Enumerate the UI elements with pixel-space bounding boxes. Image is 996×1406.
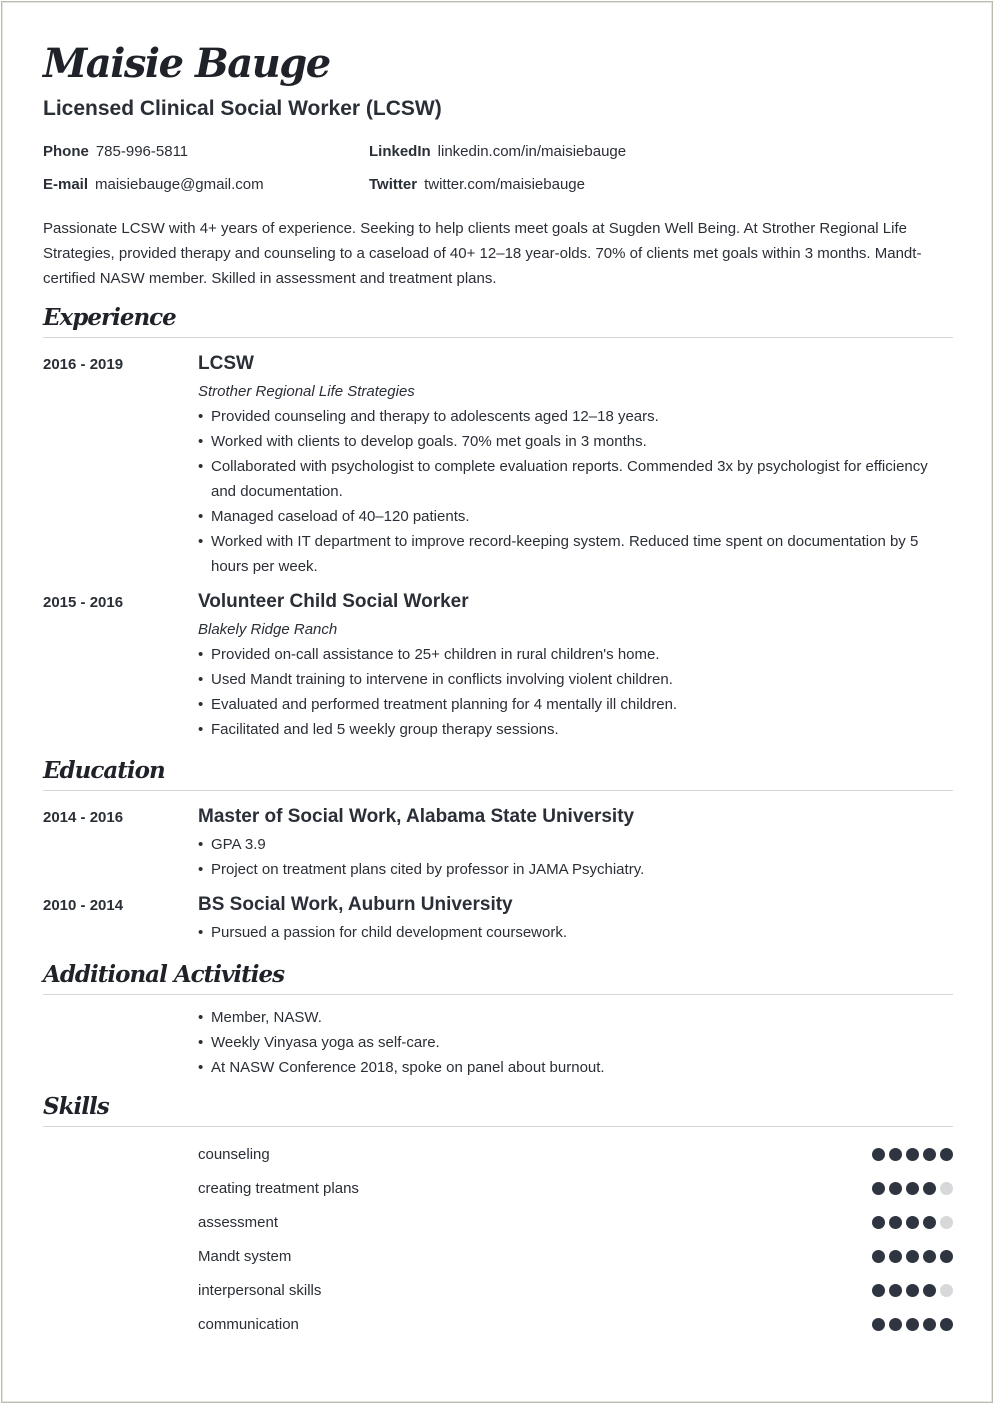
contact-label: Phone	[43, 143, 89, 160]
contact-label: Twitter	[369, 176, 418, 193]
skill-row	[198, 1205, 953, 1239]
contact-label: LinkedIn	[369, 143, 431, 160]
education-entry	[43, 892, 953, 945]
skill-name: assessment	[198, 1213, 279, 1231]
contact-phone	[43, 142, 369, 161]
candidate-name: Maisie Bauge	[43, 40, 330, 87]
contact-email	[43, 175, 369, 194]
rating-dot-filled	[889, 1216, 902, 1229]
skill-name: creating treatment plans	[198, 1179, 359, 1197]
rating-dot-filled	[872, 1284, 885, 1297]
rating-dot-filled	[940, 1250, 953, 1263]
entry-body	[198, 351, 953, 579]
list-item: • GPA 3.9	[198, 832, 953, 857]
entry-organization: Strother Regional Life Strategies	[198, 383, 415, 400]
rating-dot-filled	[923, 1318, 936, 1331]
experience-entry	[43, 589, 953, 742]
skill-rating	[872, 1182, 953, 1195]
email-link[interactable]: maisiebauge@gmail.com	[95, 176, 264, 193]
experience-section	[43, 303, 953, 742]
rating-dot-filled	[872, 1182, 885, 1195]
entry-title: BS Social Work, Auburn University	[198, 894, 513, 915]
skill-name: interpersonal skills	[198, 1281, 322, 1299]
entry-bullets	[198, 832, 953, 882]
entry-dates: 2016 - 2019	[43, 356, 124, 373]
rating-dot-filled	[872, 1318, 885, 1331]
contact-label: E-mail	[43, 176, 89, 193]
entry-body	[198, 892, 953, 945]
phone-value[interactable]: 785-996-5811	[95, 143, 189, 160]
skills-section	[43, 1092, 953, 1341]
skill-name: counseling	[198, 1145, 270, 1163]
rating-dot-filled	[906, 1216, 919, 1229]
list-item: • Project on treatment plans cited by professor in JAMA Psychiatry.	[198, 857, 953, 882]
entry-bullets	[198, 642, 953, 742]
skill-name: communication	[198, 1315, 299, 1333]
rating-dot-filled	[906, 1250, 919, 1263]
skill-row	[198, 1307, 953, 1341]
education-entry	[43, 804, 953, 882]
rating-dot-filled	[906, 1148, 919, 1161]
list-item: • Provided on-call assistance to 25+ children in rural children's home.	[198, 642, 953, 667]
list-item: • Member, NASW.	[198, 1005, 953, 1030]
contact-twitter	[369, 175, 769, 194]
skill-row	[198, 1239, 953, 1273]
linkedin-link[interactable]: linkedin.com/in/maisiebauge	[437, 143, 627, 160]
skill-rating	[872, 1148, 953, 1161]
rating-dot-filled	[923, 1216, 936, 1229]
skill-rating	[872, 1216, 953, 1229]
skill-rating	[872, 1318, 953, 1331]
rating-dot-filled	[940, 1318, 953, 1331]
rating-dot-filled	[940, 1148, 953, 1161]
rating-dot-filled	[889, 1284, 902, 1297]
section-heading-skills: Skills	[43, 1092, 953, 1127]
entry-dates: 2010 - 2014	[43, 897, 124, 914]
activities-section	[43, 960, 953, 1080]
rating-dot-filled	[923, 1148, 936, 1161]
contact-info	[43, 142, 953, 194]
rating-dot-filled	[889, 1148, 902, 1161]
entry-bullets	[198, 920, 953, 945]
entry-dates: 2014 - 2016	[43, 809, 124, 826]
skill-rating	[872, 1284, 953, 1297]
list-item: • Collaborated with psychologist to complete evaluation reports. Commended 3x by psychologist for efficiency and documentation.	[198, 454, 953, 504]
rating-dot-empty	[940, 1216, 953, 1229]
list-item: • Weekly Vinyasa yoga as self-care.	[198, 1030, 953, 1055]
entry-bullets	[198, 404, 953, 579]
twitter-link[interactable]: twitter.com/maisiebauge	[424, 176, 585, 193]
resume	[43, 38, 953, 1341]
rating-dot-filled	[906, 1182, 919, 1195]
rating-dot-filled	[906, 1318, 919, 1331]
rating-dot-filled	[872, 1216, 885, 1229]
skills-list	[198, 1137, 953, 1341]
list-item: • Worked with clients to develop goals. 70% met goals in 3 months.	[198, 429, 953, 454]
entry-title: LCSW	[198, 353, 254, 374]
rating-dot-filled	[889, 1250, 902, 1263]
list-item: • Provided counseling and therapy to adolescents aged 12–18 years.	[198, 404, 953, 429]
rating-dot-filled	[923, 1182, 936, 1195]
skill-name: Mandt system	[198, 1247, 292, 1265]
entry-title: Volunteer Child Social Worker	[198, 591, 469, 612]
rating-dot-filled	[889, 1318, 902, 1331]
entry-title: Master of Social Work, Alabama State University	[198, 806, 635, 827]
section-heading-education: Education	[43, 756, 953, 791]
list-item: • Worked with IT department to improve record-keeping system. Reduced time spent on documentation by 5 hours per week.	[198, 529, 953, 579]
skill-row	[198, 1137, 953, 1171]
section-heading-experience: Experience	[43, 303, 953, 338]
section-heading-activities: Additional Activities	[43, 960, 953, 995]
list-item: • Facilitated and led 5 weekly group therapy sessions.	[198, 717, 953, 742]
rating-dot-filled	[923, 1284, 936, 1297]
skill-row	[198, 1171, 953, 1205]
skill-row	[198, 1273, 953, 1307]
rating-dot-filled	[872, 1148, 885, 1161]
skill-rating	[872, 1250, 953, 1263]
activities-bullets	[198, 1005, 953, 1080]
experience-entry	[43, 351, 953, 579]
rating-dot-filled	[889, 1182, 902, 1195]
entry-body	[198, 804, 953, 882]
list-item: • Managed caseload of 40–120 patients.	[198, 504, 953, 529]
entry-organization: Blakely Ridge Ranch	[198, 621, 338, 638]
list-item: • Pursued a passion for child development coursework.	[198, 920, 953, 945]
entry-dates: 2015 - 2016	[43, 594, 124, 611]
rating-dot-empty	[940, 1182, 953, 1195]
contact-linkedin	[369, 142, 769, 161]
list-item: • Used Mandt training to intervene in conflicts involving violent children.	[198, 667, 953, 692]
rating-dot-filled	[923, 1250, 936, 1263]
rating-dot-filled	[872, 1250, 885, 1263]
job-title: Licensed Clinical Social Worker (LCSW)	[43, 97, 442, 120]
rating-dot-empty	[940, 1284, 953, 1297]
list-item: • Evaluated and performed treatment planning for 4 mentally ill children.	[198, 692, 953, 717]
list-item: • At NASW Conference 2018, spoke on panel about burnout.	[198, 1055, 953, 1080]
education-section	[43, 756, 953, 945]
profile-summary: Passionate LCSW with 4+ years of experience. Seeking to help clients meet goals at Sugden Well Being. At Strother Regional Life Strategies, provided therapy and counseling to a caseload of 40+ 12–18 year-olds. 70% of clients met goals within 3 months. Mandt-certified NASW member. Skilled in assessment and treatment plans.	[43, 220, 922, 287]
entry-body	[198, 589, 953, 742]
rating-dot-filled	[906, 1284, 919, 1297]
